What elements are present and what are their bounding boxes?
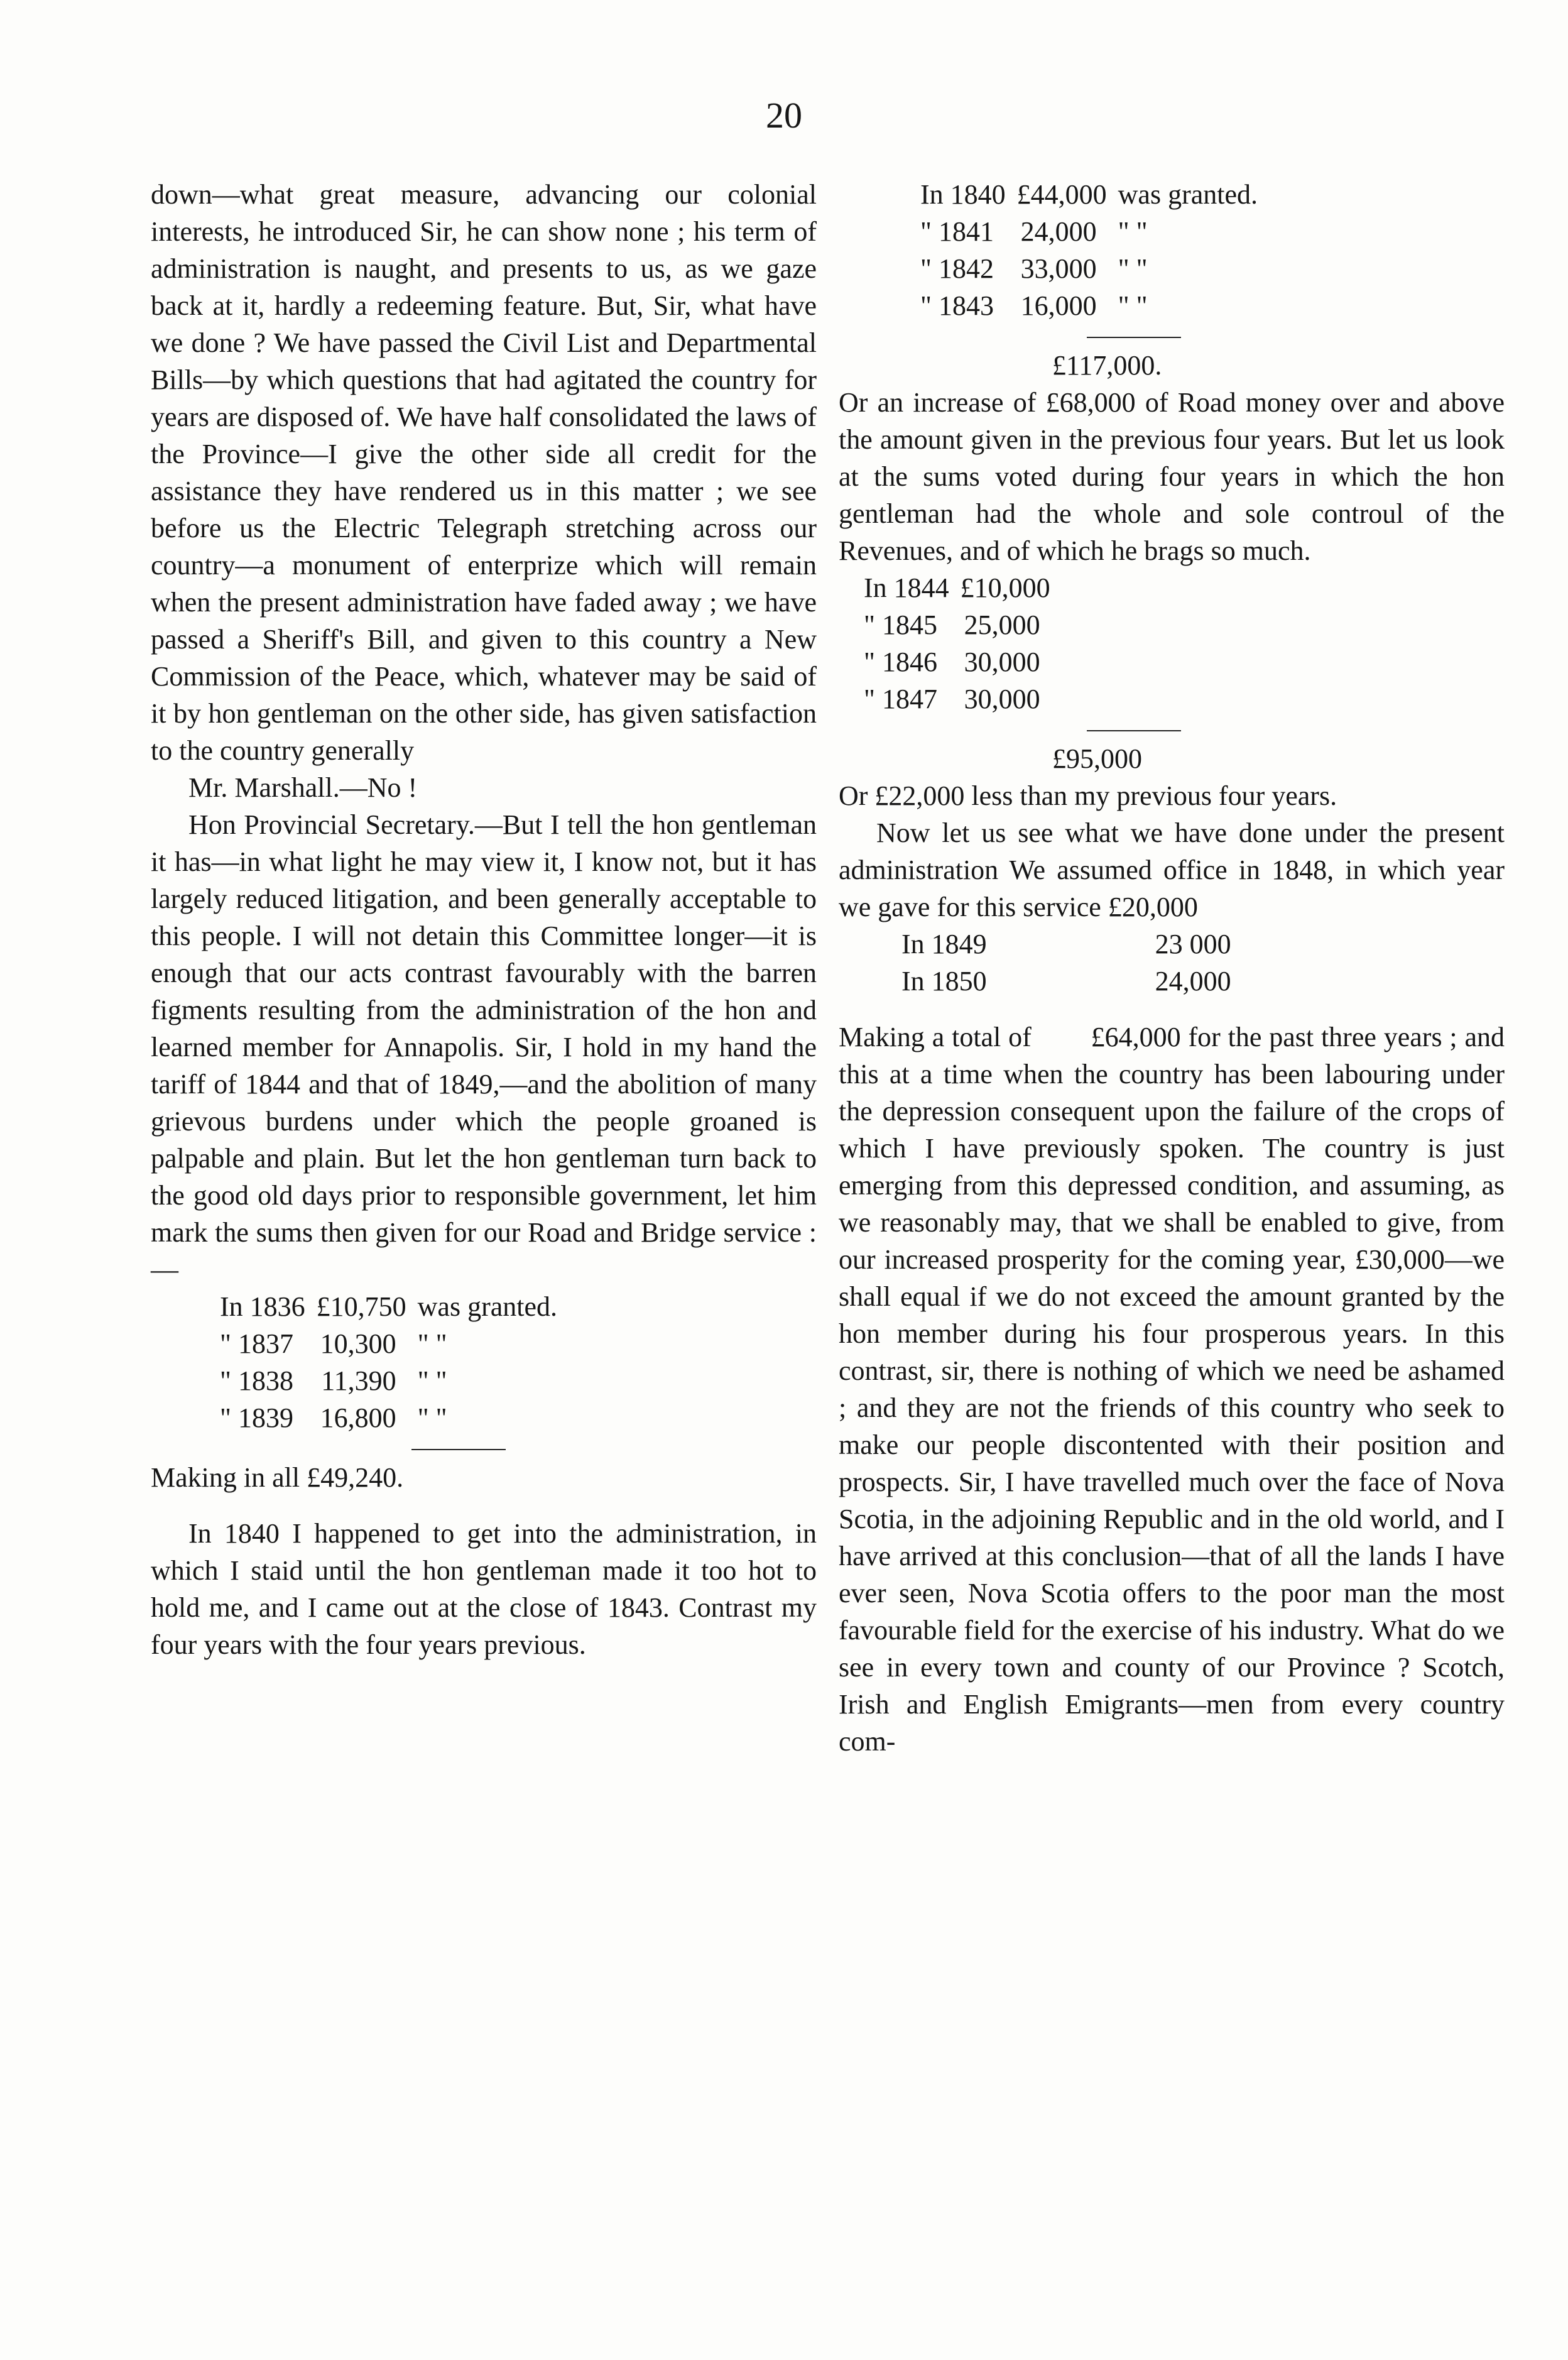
table-row: [901, 963, 1231, 1000]
grants-table-1836-1839: [220, 1288, 569, 1436]
amount-cell: 16,800: [320, 1402, 396, 1433]
paragraph: Or £22,000 less than my previous four years.: [839, 780, 1337, 811]
year-cell: " 1843: [920, 290, 994, 321]
note-cell: was granted.: [1118, 179, 1258, 210]
amount-cell: 24,000: [1155, 966, 1231, 997]
table-row: [920, 250, 1269, 287]
grants-table-1849-1850: [901, 926, 1231, 1000]
year-cell: " 1839: [220, 1402, 293, 1433]
year-cell: In 1850: [901, 966, 987, 997]
amount-cell: £44,000: [1016, 179, 1107, 210]
paragraph: Hon Provincial Secretary.—But I tell the hon gentleman it has—in what light he may view it, I know not, but it has largely reduced litigation, and been generally acceptable to this people. I will not detain this Committee longer—it is enough that our acts contrast favourably with the barren figments resulting from the administration of the hon and learned member for Annapolis. Sir, I hold in my hand the tariff of 1844 and that of 1849,—and the abolition of many grievous burdens under which the people groaned is palpable and plain. But let the hon gentleman turn back to the good old days prior to responsible government, let him mark the sums then given for our Road and Bridge service :—: [151, 809, 817, 1285]
note-cell: was granted.: [417, 1291, 558, 1322]
amount-cell: 30,000: [964, 647, 1040, 677]
left-column: [151, 176, 817, 1663]
year-cell: " 1845: [864, 609, 937, 640]
amount-cell: 23 000: [1155, 929, 1231, 959]
table-row: [864, 680, 1062, 718]
note-cell: " ": [1118, 253, 1148, 284]
paragraph: Or an increase of £68,000 of Road money over and above the amount given in the previous four years. But let us look at the sums voted during four years in which the hon gentleman had the whole and sole controul of the Revenues, and of which he brags so much.: [839, 387, 1505, 566]
note-cell: " ": [417, 1365, 447, 1396]
amount-cell: £10,000: [960, 572, 1050, 603]
paragraph: Now let us see what we have done under the present administration We assumed office in 1848, in which year we gave for this service £20,000: [839, 817, 1505, 922]
table-row: [920, 213, 1269, 250]
total-line: £95,000: [1052, 743, 1142, 774]
year-cell: " 1847: [864, 684, 937, 714]
year-cell: " 1838: [220, 1365, 293, 1396]
paragraph: In 1840 I happened to get into the administration, in which I staid until the hon gentleman made it too hot to hold me, and I came out at the close of 1843. Contrast my four years with the four years previous.: [151, 1518, 817, 1660]
note-cell: " ": [1118, 216, 1148, 247]
table-row: [864, 643, 1062, 680]
total-lead: Making a total of: [839, 1022, 1032, 1052]
paragraph: [839, 1019, 1505, 1760]
table-row: [920, 287, 1269, 324]
sum-rule: [1087, 730, 1181, 731]
table-row: [220, 1362, 569, 1399]
amount-cell: 16,000: [1020, 290, 1097, 321]
year-cell: " 1837: [220, 1328, 293, 1359]
year-cell: " 1842: [920, 253, 994, 284]
amount-cell: 10,300: [320, 1328, 396, 1359]
year-cell: In 1849: [901, 929, 987, 959]
note-cell: " ": [417, 1402, 447, 1433]
interjection: Mr. Marshall.—No !: [188, 772, 418, 803]
note-cell: " ": [417, 1328, 447, 1359]
paragraph: down—what great measure, advancing our colonial interests, he introduced Sir, he can show none ; his term of administration is naught, and presents to us, as we gaze back at it, hardly a redeeming feature. But, Sir, what have we done ? We have passed the Civil List and Departmental Bills—by which questions that had agitated the country for years are disposed of. We have half consolidated the laws of the Province—I give the other side all credit for the assistance they have rendered us in this matter ; we see before us the Electric Telegraph stretching across our country—a monument of enterprize which will remain when the present administration have faded away ; we have passed a Sheriff's Bill, and given to this country a New Commission of the Peace, which, whatever may be said of it by hon gentleman on the other side, has given satisfaction to the country generally: [151, 179, 817, 766]
right-column: [839, 176, 1505, 1760]
spacer: [839, 1000, 1505, 1019]
total-line: £117,000.: [1052, 350, 1162, 381]
table-row: [920, 176, 1269, 213]
table-row: [864, 606, 1062, 643]
page-number: 20: [766, 95, 802, 136]
table-row: [864, 569, 1062, 606]
paragraph-text: for the past three years ; and this at a time when the country has been labouring under the depression consequent upon the failure of the crops of which I have previously spoken. The country is just emerging from this depressed condition, and assuming, as we reasonably may, that we shall be enabled to give, from our increased prosperity for the coming year, £30,000—we shall equal if we do not exceed the amount granted by the hon member during his four prosperous years. In this contrast, sir, there is nothing of which we need be ashamed ; and they are not the friends of this country who seek to make our people discontented with their position and prospects. Sir, I have travelled much over the face of Nova Scotia, in the adjoining Republic and in the old world, and I have arrived at this conclusion—that of all the lands I have ever seen, Nova Scotia offers to the poor man the most favourable field for the exercise of his industry. What do we see in every town and county of our Province ? Scotch, Irish and English Emigrants—men from every country com-: [839, 1022, 1505, 1757]
amount-cell: £10,750: [316, 1291, 406, 1322]
year-cell: In 1836: [220, 1291, 305, 1322]
grants-table-1844-1847: [864, 569, 1062, 718]
table-row: [220, 1325, 569, 1362]
grants-table-1840-1843: [920, 176, 1269, 324]
sum-rule: [411, 1449, 506, 1450]
amount-cell: 25,000: [964, 609, 1040, 640]
total-line: Making in all £49,240.: [151, 1462, 404, 1493]
year-cell: In 1840: [920, 179, 1006, 210]
amount-cell: 33,000: [1020, 253, 1097, 284]
table-row: [901, 926, 1231, 963]
year-cell: " 1846: [864, 647, 937, 677]
note-cell: " ": [1118, 290, 1148, 321]
sum-rule: [1087, 337, 1181, 338]
spacer: [151, 1496, 817, 1515]
table-row: [220, 1399, 569, 1436]
year-cell: In 1844: [864, 572, 949, 603]
year-cell: " 1841: [920, 216, 994, 247]
total-amount: £64,000: [1091, 1022, 1181, 1052]
amount-cell: 24,000: [1020, 216, 1097, 247]
amount-cell: 30,000: [964, 684, 1040, 714]
table-row: [220, 1288, 569, 1325]
amount-cell: 11,390: [321, 1365, 396, 1396]
